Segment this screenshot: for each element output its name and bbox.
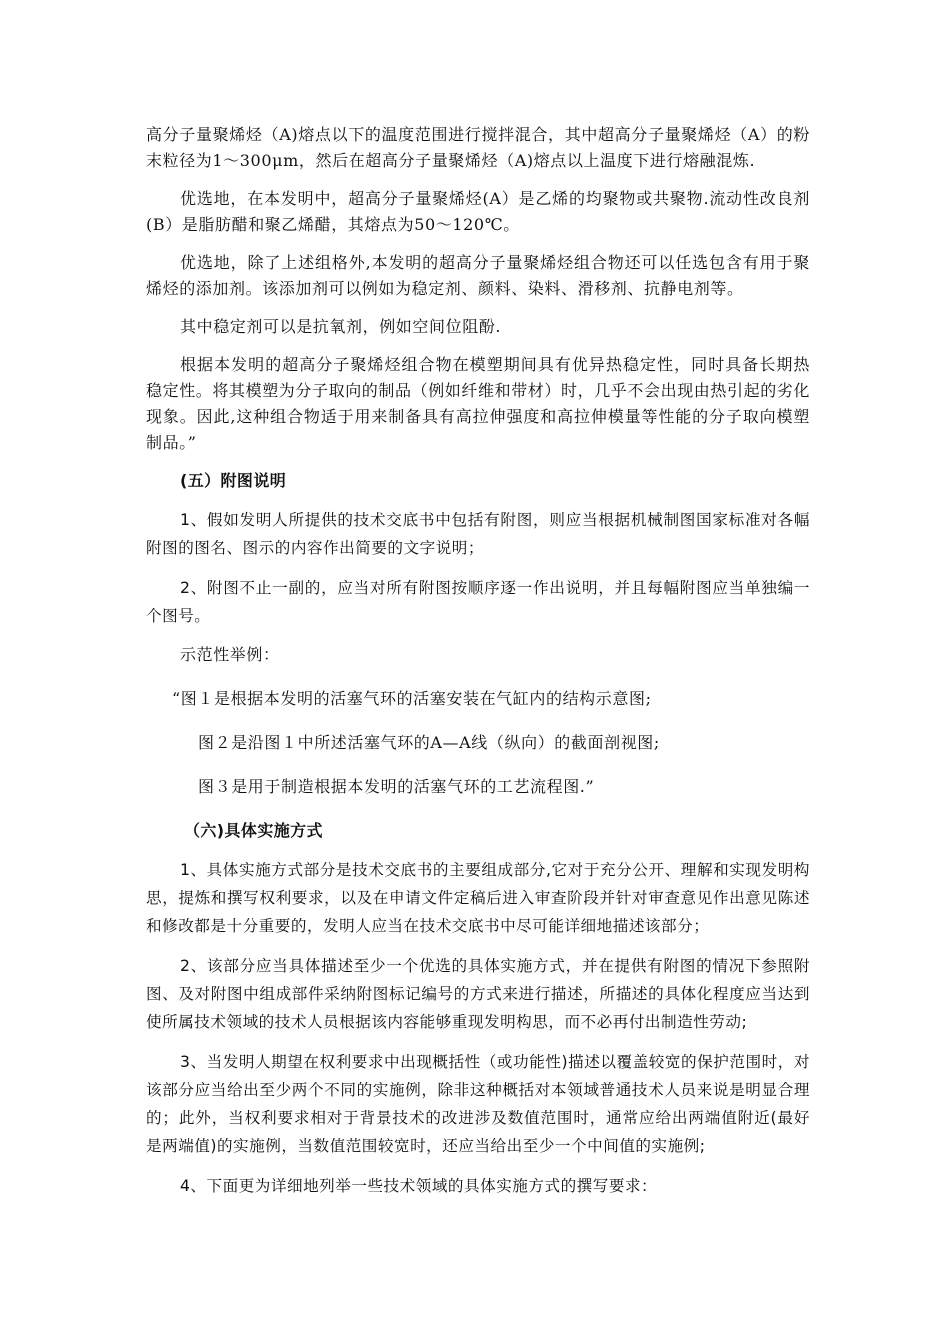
paragraph-preferred-polymer: 优选地，在本发明中，超高分子量聚烯烃(A）是乙烯的均聚物或共聚物.流动性改良剂(B）是脂肪醋和聚乙烯醋，其熔点为50～120℃。: [146, 189, 810, 234]
embodiments-item-2: 2、该部分应当具体描述至少一个优选的具体实施方式，并在提供有附图的情况下参照附图、及对附图中组成部件采纳附图标记编号的方式来进行描述，所描述的具体化程度应当达到使所属技术领域的技术人员根据该内容能够重现发明构思，而不必再付出制造性劳动;: [146, 957, 810, 1031]
example-label: 示范性举例：: [180, 645, 280, 664]
drawings-item-1: 1、假如发明人所提供的技术交底书中包括有附图，则应当根据机械制图国家标准对各幅附图的图名、图示的内容作出简要的文字说明；: [146, 511, 810, 557]
paragraph-thermal-stability: 根据本发明的超高分子聚烯烃组合物在模塑期间具有优异热稳定性，同时具备长期热稳定性。将其模塑为分子取向的制品（例如纤维和带材）时，几乎不会出现由热引起的劣化现象。因此,这种组合物适于用来制备具有高拉伸强度和高拉伸模量等性能的分子取向模塑制品。”: [146, 355, 811, 452]
embodiments-item-1: 1、具体实施方式部分是技术交底书的主要组成部分,它对于充分公开、理解和实现发明构思，提炼和撰写权利要求，以及在申请文件定稿后进入审查阶段并针对审查意见作出意见陈述和修改都是十分重要的，发明人应当在技术交底书中尽可能详细地描述该部分；: [146, 861, 810, 935]
embodiments-item-3: 3、当发明人期望在权利要求中出现概括性（或功能性)描述以覆盖较宽的保护范围时，对该部分应当给出至少两个不同的实施例，除非这种概括对本领域普通技术人员来说是明显合理的；此外，当权利要求相对于背景技术的改进涉及数值范围时，通常应给出两端值附近(最好是两端值)的实施例，当数值范围较宽时，还应当给出至少一个中间值的实施例;: [146, 1053, 810, 1155]
drawings-item-2: 2、附图不止一副的，应当对所有附图按顺序逐一作出说明，并且每幅附图应当单独编一个图号。: [146, 579, 810, 625]
document-body: [146, 122, 810, 1212]
example-line-figure-1: “图１是根据本发明的活塞气环的活塞安装在气缸内的结构示意图;: [172, 689, 652, 708]
section-heading-embodiments: （六)具体实施方式: [184, 821, 323, 840]
example-line-figure-2: 图２是沿图１中所述活塞气环的A—A线（纵向）的截面剖视图;: [198, 733, 660, 752]
example-line-figure-3: 图３是用于制造根据本发明的活塞气环的工艺流程图.”: [198, 777, 595, 796]
paragraph-additives: 优选地，除了上述组格外,本发明的超高分子量聚烯烃组合物还可以任选包含有用于聚烯烃的添加剂。该添加剂可以例如为稳定剂、颜料、染料、滑移剂、抗静电剂等。: [146, 253, 810, 298]
paragraph-continuation: 高分子量聚烯烃（A)熔点以下的温度范围进行搅拌混合，其中超高分子量聚烯烃（A）的粉末粒径为1～300μm，然后在超高分子量聚烯烃（A)熔点以上温度下进行熔融混炼.: [146, 125, 810, 170]
paragraph-stabilizer: 其中稳定剂可以是抗氧剂，例如空间位阻酚.: [180, 317, 502, 336]
section-heading-drawings: (五）附图说明: [180, 471, 287, 490]
embodiments-item-4: 4、下面更为详细地列举一些技术领域的具体实施方式的撰写要求：: [180, 1177, 658, 1195]
